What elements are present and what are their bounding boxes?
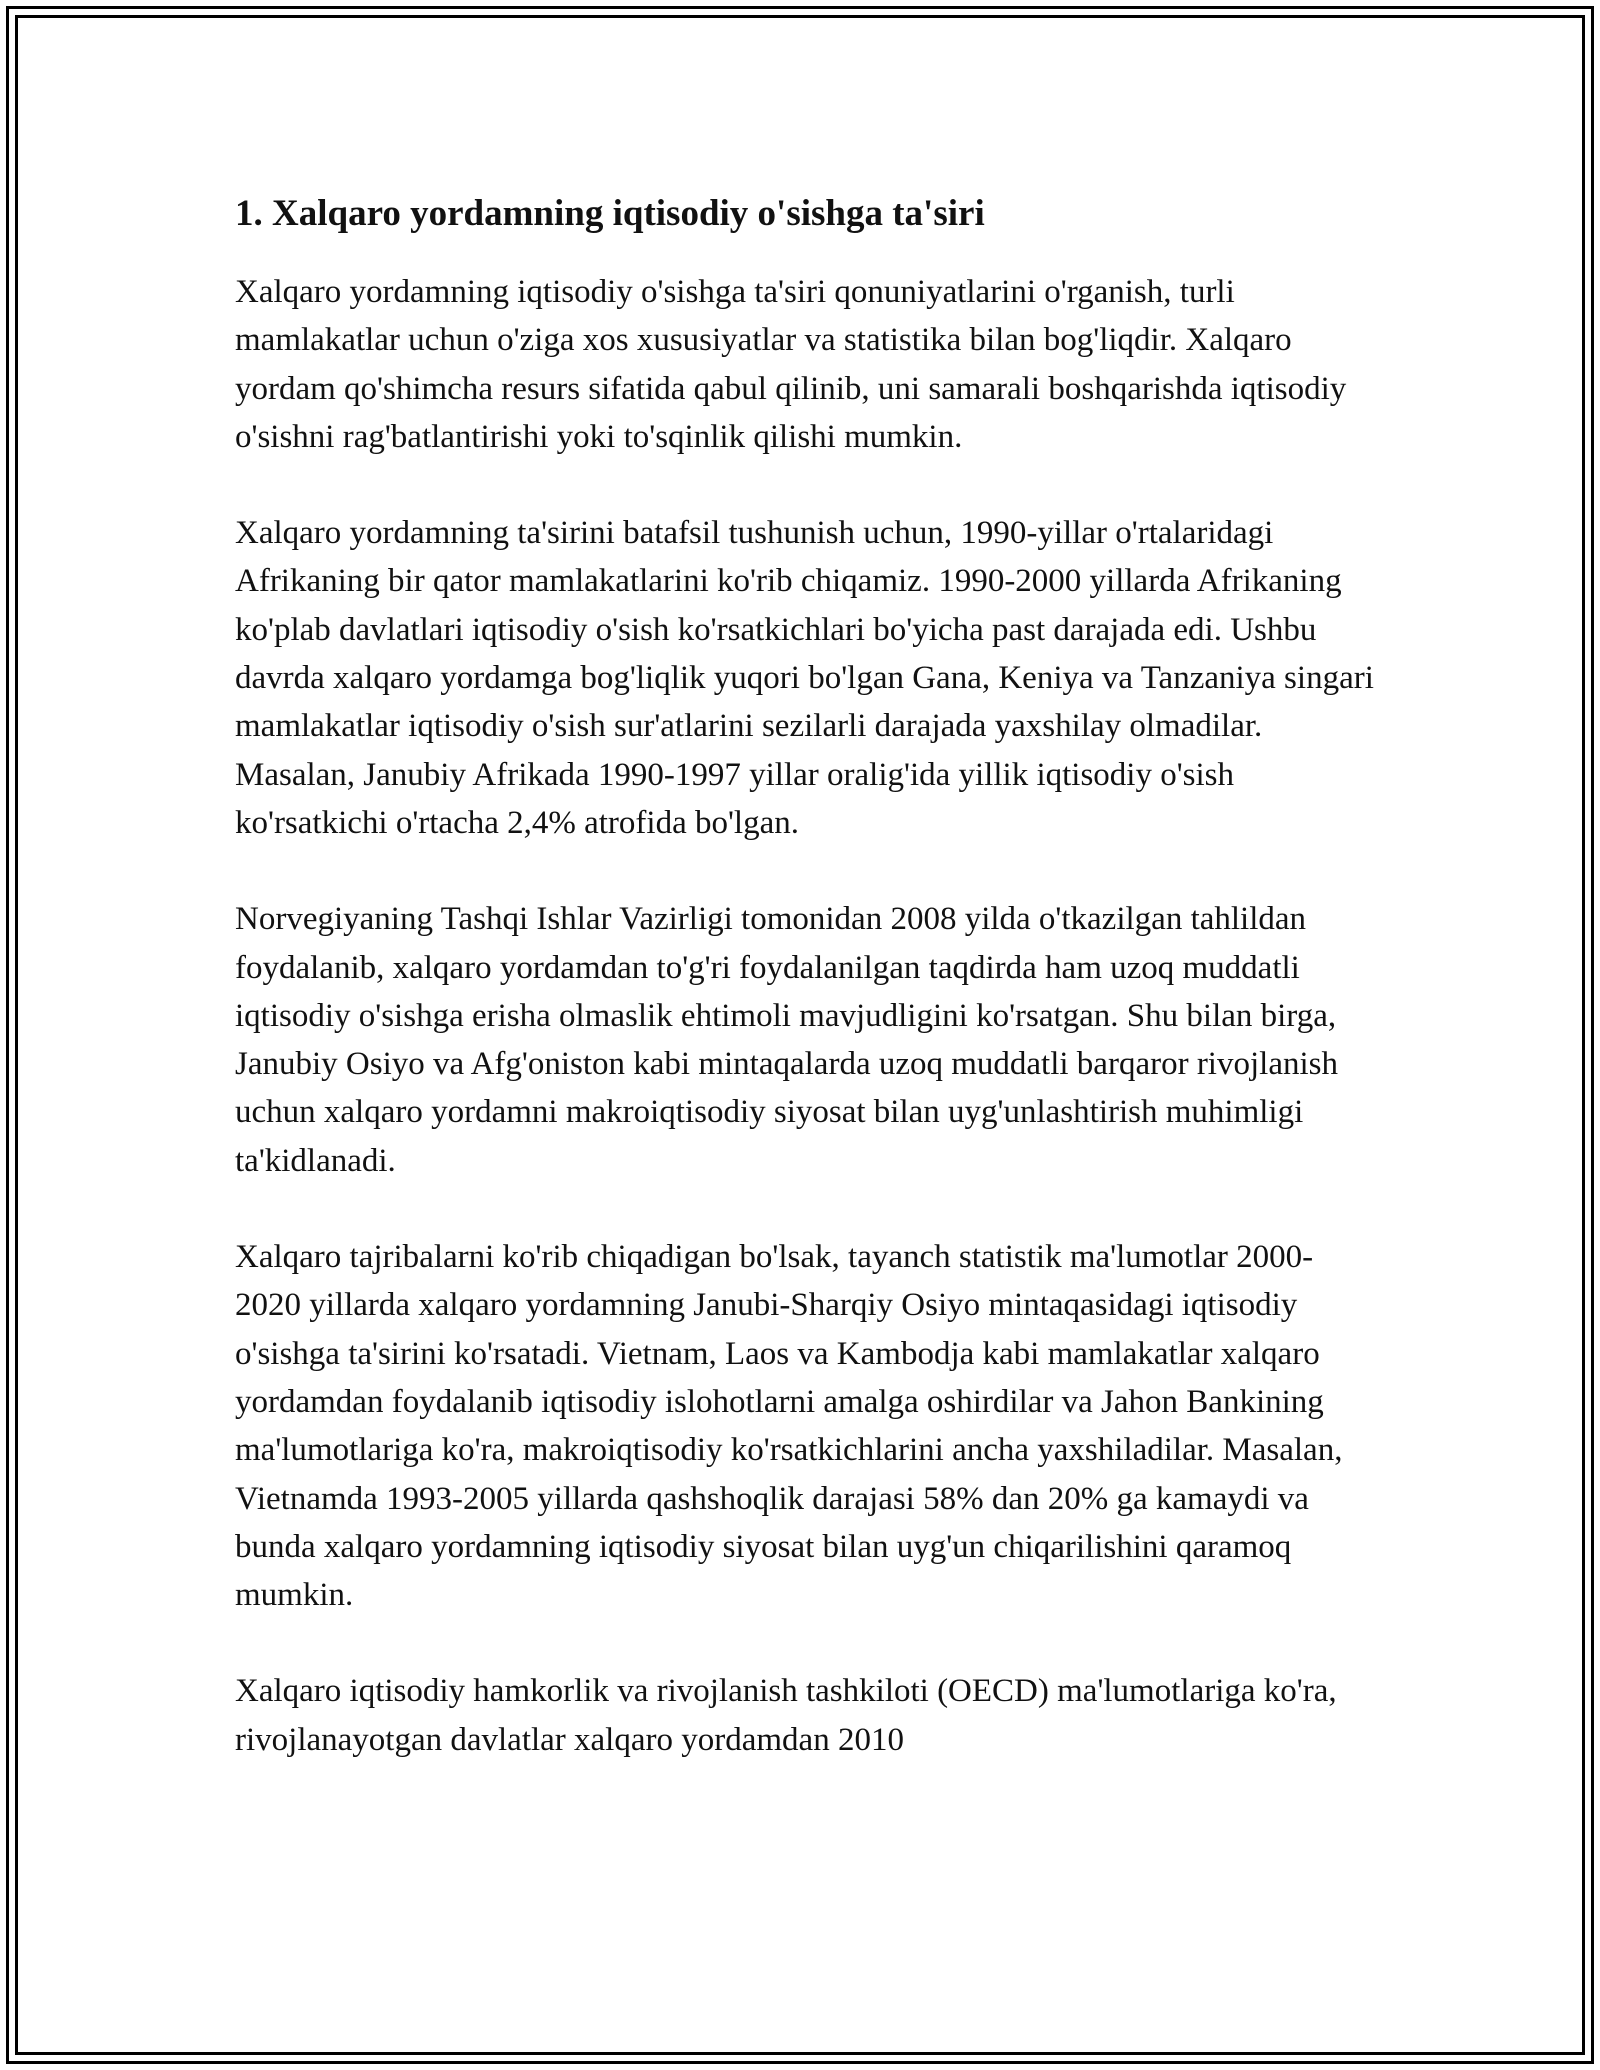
paragraph-4: Xalqaro tajribalarni ko'rib chiqadigan bo'lsak, tayanch statistik ma'lumotlar 2000-2020 yillarda xalqaro yordamning Janubi-Sharqiy Osiyo mintaqasidagi iqtisodiy o'sishga ta'sirini ko'rsatadi. Vietnam, Laos va Kambodja kabi mamlakatlar xalqaro yordamdan foydalanib iqtisodiy islohotlarni amalga oshirdilar va Jahon Bankining ma'lumotlariga ko'ra, makroiqtisodiy ko'rsatkichlarini ancha yaxshiladilar. Masalan, Vietnamda 1993-2005 yillarda qashshoqlik darajasi 58% dan 20% ga kamaydi va bunda xalqaro yordamning iqtisodiy siyosat bilan uyg'un chiqarilishini qaramoq mumkin. bbox=[235, 1239, 1343, 1614]
section-heading: 1. Xalqaro yordamning iqtisodiy o'sishga ta'siri bbox=[235, 193, 985, 234]
paragraph-5: Xalqaro iqtisodiy hamkorlik va rivojlanish tashkiloti (OECD) ma'lumotlariga ko'ra, rivojlanayotgan davlatlar xalqaro yordamdan 2010 bbox=[235, 1673, 1337, 1758]
paragraph-1: Xalqaro yordamning iqtisodiy o'sishga ta'siri qonuniyatlarini o'rganish, turli mamlakatlar uchun o'ziga xos xususiyatlar va statistika bilan bog'liqdir. Xalqaro yordam qo'shimcha resurs sifatida qabul qilinib, uni samarali boshqarishda iqtisodiy o'sishni rag'batlantirishi yoki to'sqinlik qilishi mumkin. bbox=[235, 274, 1347, 455]
paragraph-2: Xalqaro yordamning ta'sirini batafsil tushunish uchun, 1990-yillar o'rtalaridagi Afrikaning bir qator mamlakatlarini ko'rib chiqamiz. 1990-2000 yillarda Afrikaning ko'plab davlatlari iqtisodiy o'sish ko'rsatkichlari bo'yicha past darajada edi. Ushbu davrda xalqaro yordamga bog'liqlik yuqori bo'lgan Gana, Keniya va Tanzaniya singari mamlakatlar iqtisodiy o'sish sur'atlarini sezilarli darajada yaxshilay olmadilar. Masalan, Janubiy Afrikada 1990-1997 yillar oralig'ida yillik iqtisodiy o'sish ko'rsatkichi o'rtacha 2,4% atrofida bo'lgan. bbox=[235, 515, 1374, 841]
document-body bbox=[235, 188, 1375, 1812]
paragraph-3: Norvegiyaning Tashqi Ishlar Vazirligi tomonidan 2008 yilda o'tkazilgan tahlildan foydalanib, xalqaro yordamdan to'g'ri foydalanilgan taqdirda ham uzoq muddatli iqtisodiy o'sishga erisha olmaslik ehtimoli mavjudligini ko'rsatgan. Shu bilan birga, Janubiy Osiyo va Afg'oniston kabi mintaqalarda uzoq muddatli barqaror rivojlanish uchun xalqaro yordamni makroiqtisodiy siyosat bilan uyg'unlashtirish muhimligi ta'kidlanadi. bbox=[235, 901, 1338, 1179]
